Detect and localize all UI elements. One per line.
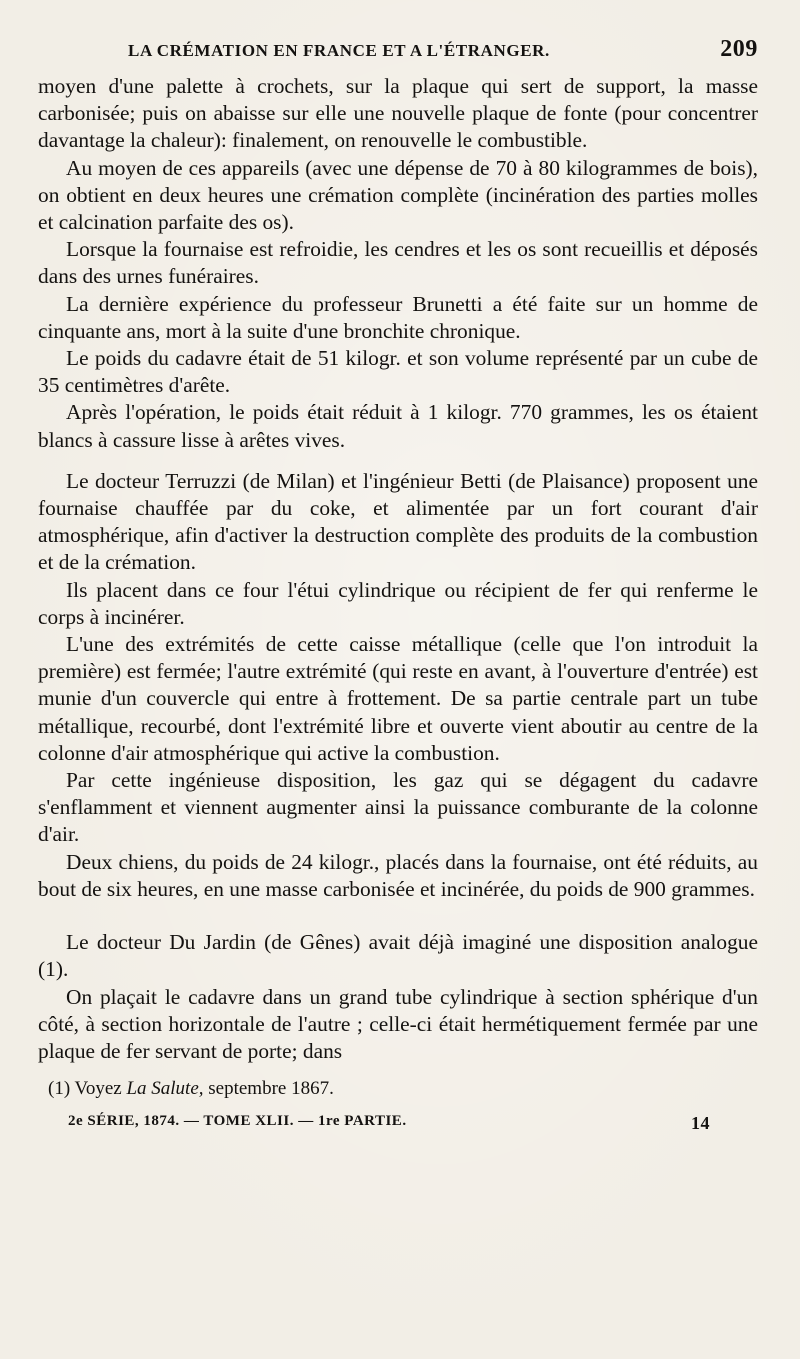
paragraph: Lorsque la fournaise est refroidie, les cendres et les os sont recueillis et déposés dans des urnes funéraires. (38, 237, 758, 289)
footnote-date: septembre 1867. (208, 1078, 334, 1100)
footnote-title: La Salute, (126, 1078, 204, 1100)
paragraph: L'une des extrémités de cette caisse métallique (celle que l'on introduit la première) est fermée; l'autre extrémité (qui reste en avant, à l'ouverture d'entrée) est munie d'un couvercle qui entre à frottement. De sa partie centrale part un tube métallique, recourbé, dont l'extrémité libre et ouverte vient aboutir au centre de la colonne d'air atmosphérique qui active la combustion. (38, 632, 758, 765)
running-title: LA CRÉMATION EN FRANCE ET A L'ÉTRANGER. (128, 41, 550, 60)
running-header (38, 36, 758, 63)
paragraph: La dernière expérience du professeur Brunetti a été faite sur un homme de cinquante ans, mort à la suite d'une bronchite chronique. (38, 291, 758, 343)
paragraph: Le docteur Du Jardin (de Gênes) avait déjà imaginé une disposition analogue (1). (38, 930, 758, 982)
page-number: 209 (720, 36, 758, 62)
signature-line (38, 1113, 758, 1134)
footnote (38, 1077, 758, 1101)
paragraph: moyen d'une palette à crochets, sur la plaque qui sert de support, la masse carbonisée; puis on abaisse sur elle une nouvelle plaque de fonte (pour concentrer davantage la chaleur): finalement, on renouvelle le combustible. (38, 74, 758, 153)
paragraph: Le poids du cadavre était de 51 kilogr. et son volume représenté par un cube de 35 centimètres d'arête. (38, 346, 758, 398)
paragraph: Après l'opération, le poids était réduit à 1 kilogr. 770 grammes, les os étaient blancs à cassure lisse à arêtes vives. (38, 400, 758, 452)
paragraph: Deux chiens, du poids de 24 kilogr., placés dans la fournaise, ont été réduits, au bout de six heures, en une masse carbonisée et incinérée, du poids de 900 grammes. (38, 849, 758, 901)
paragraph: Le docteur Terruzzi (de Milan) et l'ingénieur Betti (de Plaisance) proposent une fournaise chauffée par du coke, et alimentée par un fort courant d'air atmosphérique, afin d'activer la destruction complète des produits de la combustion et de la crémation. (38, 468, 758, 575)
paragraph: Au moyen de ces appareils (avec une dépense de 70 à 80 kilogrammes de bois), on obtient en deux heures une crémation complète (incinération des parties molles et calcination parfaite des os). (38, 155, 758, 235)
body-text (38, 73, 758, 1065)
paragraph: Ils placent dans ce four l'étui cylindrique ou récipient de fer qui renferme le corps à incinérer. (38, 577, 758, 629)
paragraph: On plaçait le cadavre dans un grand tube cylindrique à section sphérique d'un côté, à section horizontale de l'autre ; celle-ci était hermétiquement fermée par une plaque de fer servant de porte; dans (38, 984, 758, 1063)
paragraph: Par cette ingénieuse disposition, les gaz qui se dégagent du cadavre s'enflamment et viennent augmenter ainsi la puissance comburante de la colonne d'air. (38, 768, 758, 847)
series-info: 2e SÉRIE, 1874. — TOME XLII. — 1re PARTIE. (68, 1113, 407, 1130)
sheet-number: 14 (691, 1113, 710, 1134)
footnote-marker: (1) Voyez (48, 1078, 122, 1100)
